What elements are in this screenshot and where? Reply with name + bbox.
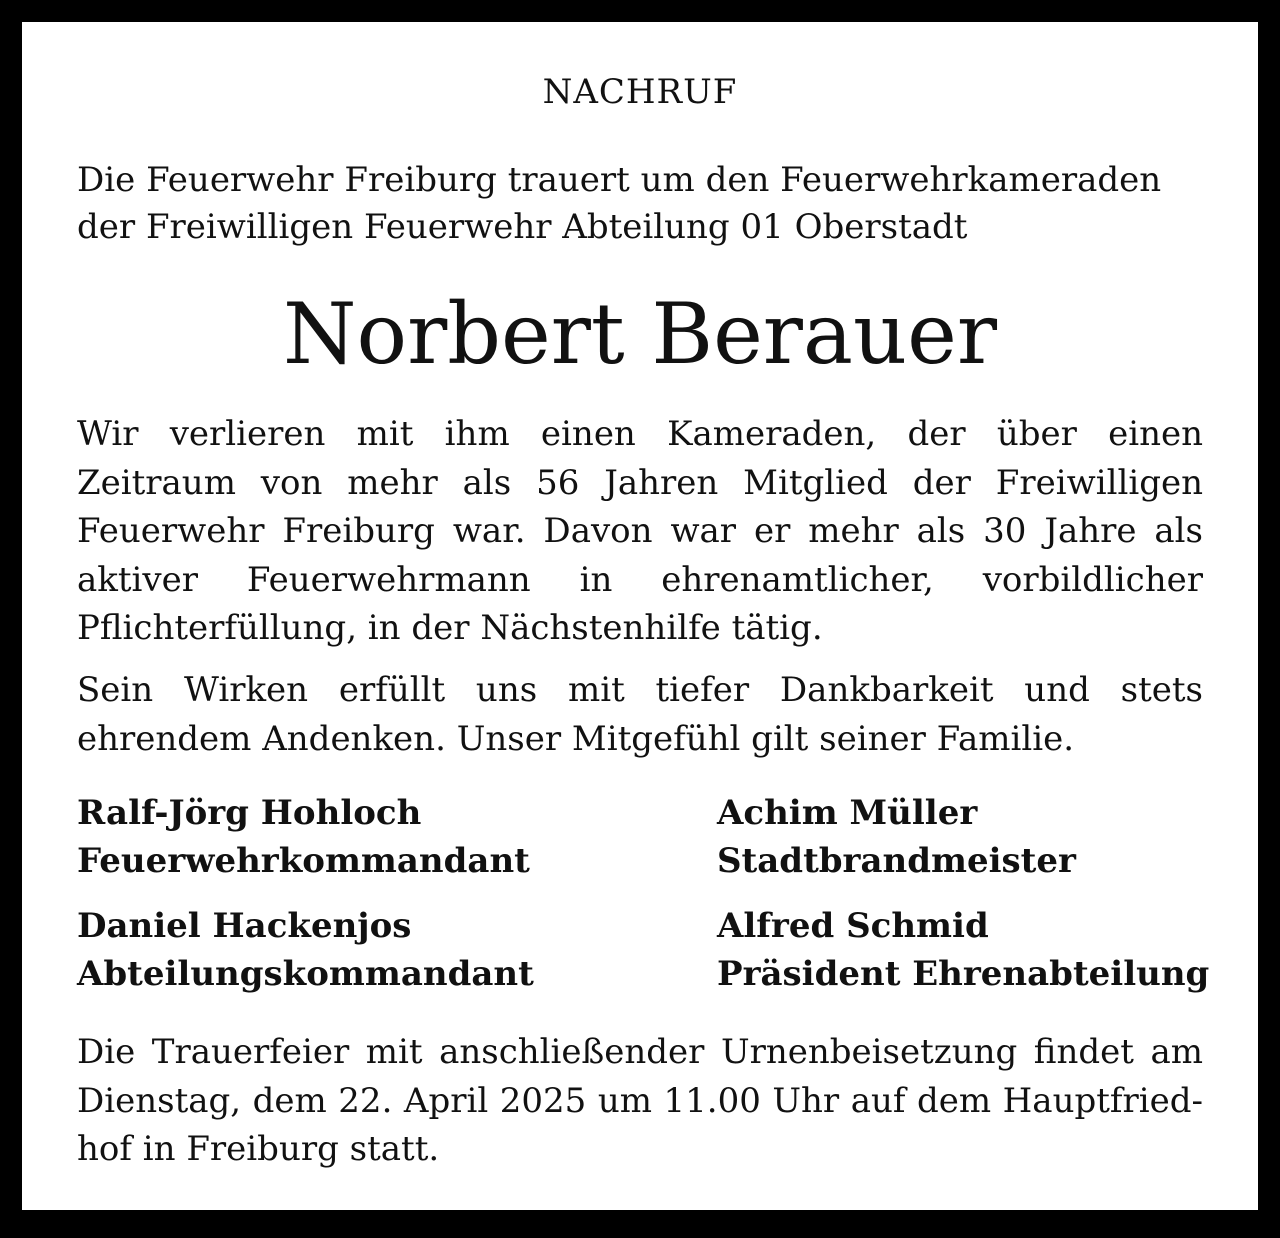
deceased-name: Norbert Berauer — [283, 285, 997, 383]
notice-heading: NACHRUF — [542, 72, 738, 112]
signatory-title: Feuerwehrkommandant — [77, 841, 530, 881]
signatory-4 — [717, 902, 1209, 998]
signatory-title: Abteilungskommandant — [77, 954, 534, 994]
signatory-name: Alfred Schmid — [717, 906, 989, 946]
notice-frame — [22, 22, 1258, 1210]
condolence-paragraph: Sein Wirken erfüllt uns mit tiefer Dankbarkeit und stets ehrendem Andenken. Unser Mitgefühl gilt seiner Familie. — [77, 670, 1203, 759]
signatory-title: Stadtbrandmeister — [717, 841, 1076, 881]
signatory-2 — [717, 789, 1076, 885]
signatory-1 — [77, 789, 530, 885]
funeral-notice: Die Trauerfeier mit anschließender Urnenbeisetzung findet am Dienstag, dem 22. April 2025 um 11.00 Uhr auf dem Hauptfriedhof in Freiburg statt. — [77, 1032, 1203, 1169]
signatory-3 — [77, 902, 534, 998]
intro-text: Die Feuerwehr Freiburg trauert um den Feuerwehrkameraden der Freiwilligen Feuerwehr Abteilung 01 Oberstadt — [77, 160, 1162, 247]
tribute-paragraph: Wir verlieren mit ihm einen Kameraden, der über einen Zeitraum von mehr als 56 Jahren Mitglied der Freiwilligen Feuerwehr Freiburg war. Davon war er mehr als 30 Jahre als aktiver Feuerwehrmann in ehrenamtlicher, vorbildlicher Pflichterfüllung, in der Nächstenhilfe tätig. — [77, 414, 1203, 648]
signatory-name: Daniel Hackenjos — [77, 906, 412, 946]
signatory-name: Achim Müller — [717, 793, 978, 833]
signatory-name: Ralf-Jörg Hohloch — [77, 793, 422, 833]
signatory-title: Präsident Ehrenabteilung — [717, 954, 1210, 994]
